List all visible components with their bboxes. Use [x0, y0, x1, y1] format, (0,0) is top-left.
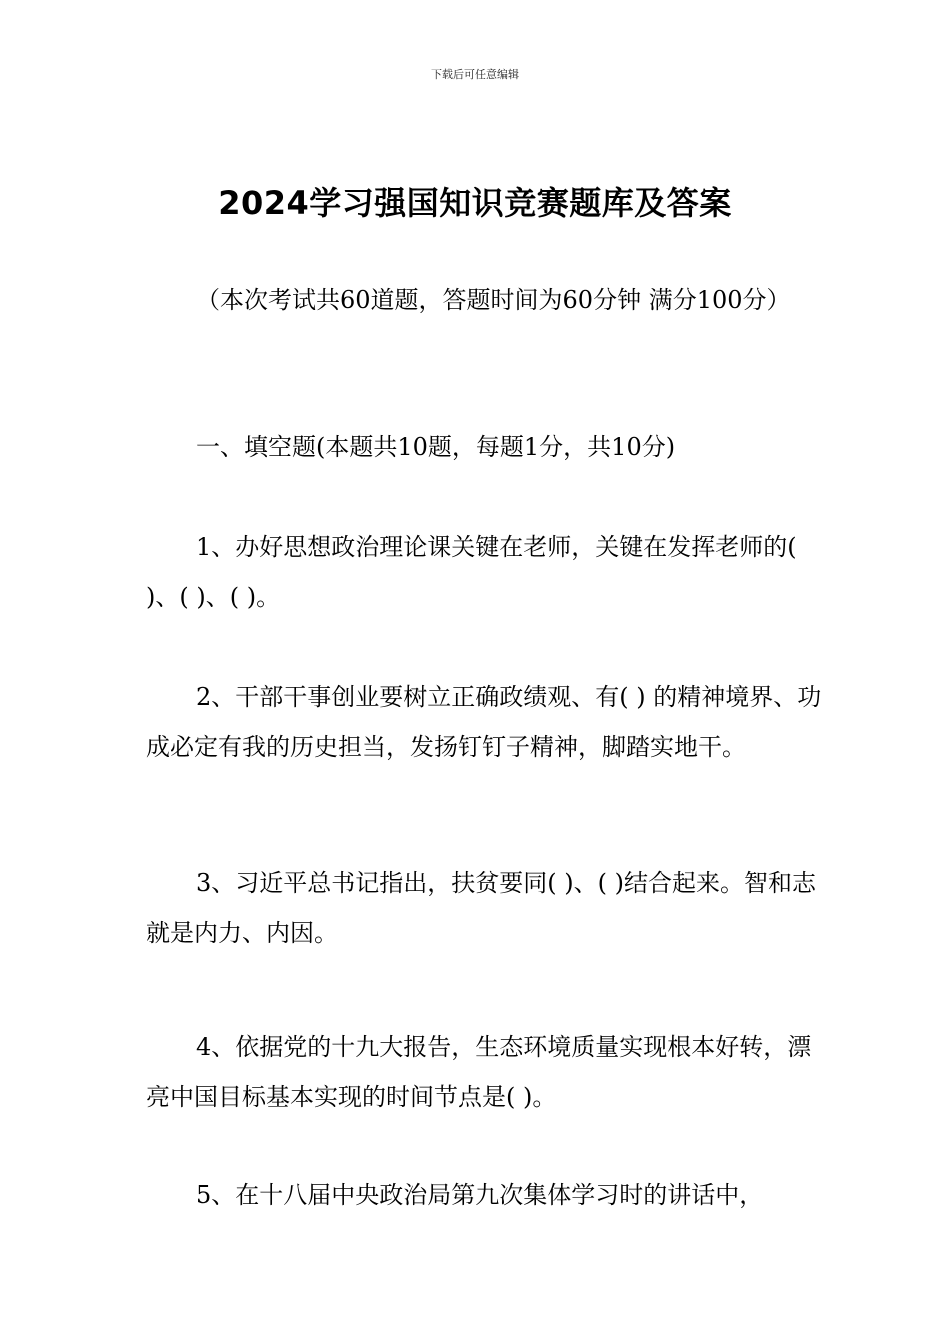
- question-1: 1、办好思想政治理论课关键在老师，关键在发挥老师的( )、( )、( )。: [146, 533, 797, 611]
- document-title: 2024学习强国知识竞赛题库及答案: [218, 184, 732, 222]
- question-5: 5、在十八届中央政治局第九次集体学习时的讲话中，: [196, 1181, 764, 1209]
- question-3: 3、习近平总书记指出，扶贫要同( )、( )结合起来。智和志就是内力、内因。: [146, 869, 816, 947]
- question-2: 2、干部干事创业要树立正确政绩观、有( ) 的精神境界、功成必定有我的历史担当，发扬钉钉子精神，脚踏实地干。: [146, 683, 822, 761]
- exam-intro: （本次考试共60道题，答题时间为60分钟 满分100分）: [196, 286, 791, 314]
- question-4: 4、依据党的十九大报告，生态环境质量实现根本好转，漂亮中国目标基本实现的时间节点是( )。: [146, 1033, 812, 1111]
- header-note: 下载后可任意编辑: [431, 68, 519, 81]
- section-heading: 一、填空题(本题共10题，每题1分，共10分): [196, 433, 676, 461]
